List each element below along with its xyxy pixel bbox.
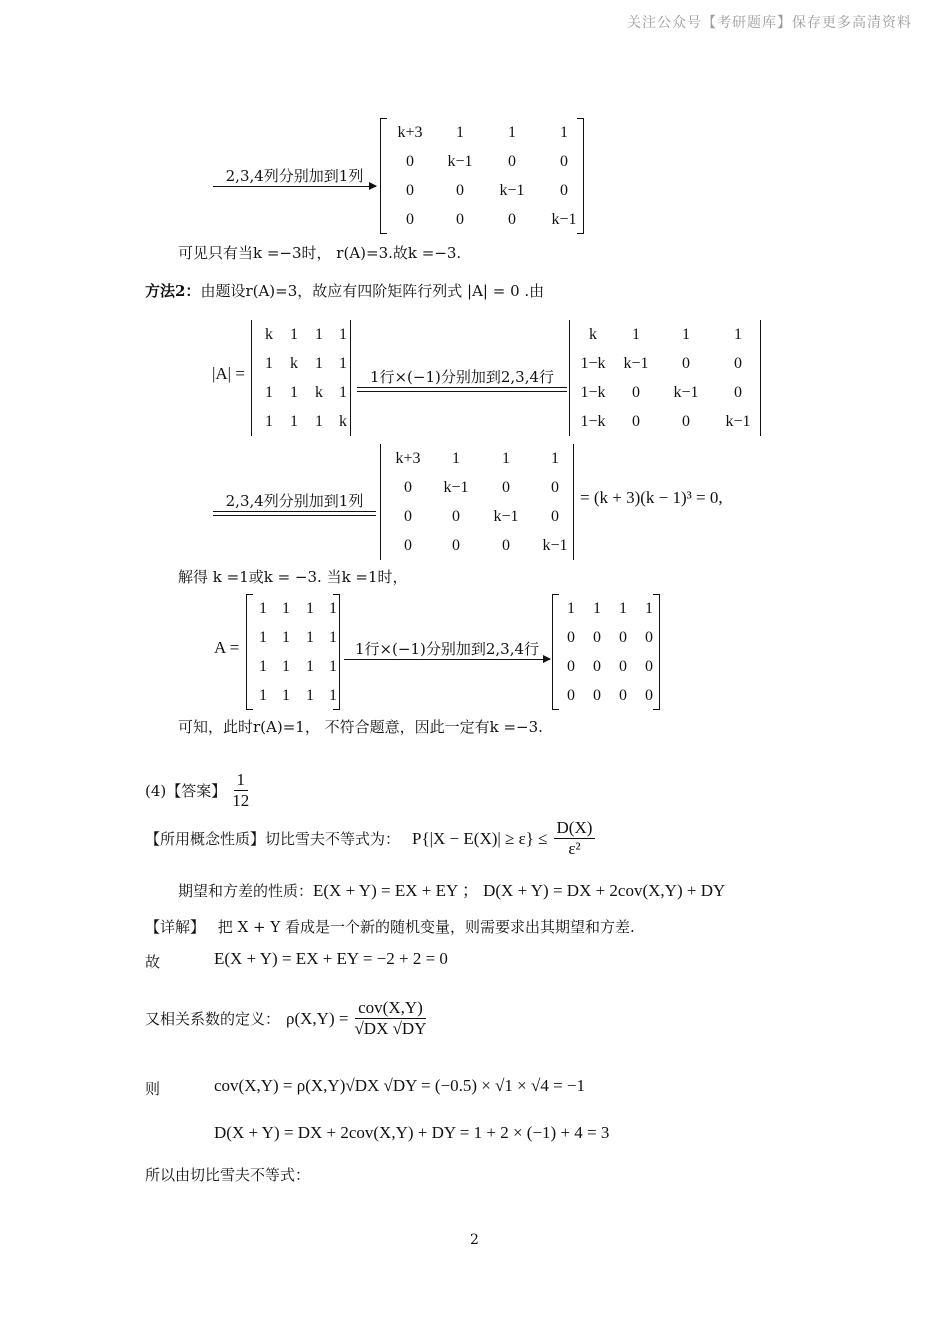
variance-eq: D(X + Y) = DX + 2cov(X,Y) + DY = 1 + 2 × (−1) + 4 = 3 xyxy=(214,1123,610,1142)
matrix-cell: 0 xyxy=(645,687,653,704)
matrix-cells xyxy=(558,594,654,710)
last-line: 所以由切比雪夫不等式： xyxy=(145,1166,311,1184)
matrix-cell: 0 xyxy=(508,211,516,228)
matrix-cell: k xyxy=(315,384,323,401)
cheb-fraction xyxy=(554,818,596,859)
matrix-cell: 0 xyxy=(567,658,575,675)
matrix-cells xyxy=(386,444,568,560)
matrix-cell: k xyxy=(290,355,298,372)
q4-answer xyxy=(145,770,249,811)
matrix-cell: 0 xyxy=(682,413,690,430)
matrix-cell: 0 xyxy=(452,537,460,554)
matrix-cell: 0 xyxy=(632,413,640,430)
matrix-cell: 1 xyxy=(259,629,267,646)
matrix-cell: 1 xyxy=(329,658,337,675)
op-row-sub xyxy=(357,366,567,392)
matrix-cell: 0 xyxy=(619,629,627,646)
op-col-sum-2 xyxy=(213,490,376,516)
matrix-cell: 0 xyxy=(551,508,559,525)
matrix-cell: 1 xyxy=(329,687,337,704)
answer-den: 12 xyxy=(232,791,250,810)
matrix-A-result xyxy=(552,594,660,710)
cheb-num: D(X) xyxy=(554,818,596,839)
header-note: 关注公众号【考研题库】保存更多高清资料 xyxy=(627,15,912,31)
matrix-cell: 1 xyxy=(734,326,742,343)
matrix-cell: k xyxy=(339,413,347,430)
matrix-cell: k−1 xyxy=(542,537,568,554)
detail-label: 【详解】 xyxy=(145,918,206,936)
right-arrow-icon-2 xyxy=(344,659,550,660)
method2-line xyxy=(145,280,544,301)
matrix-cell: 0 xyxy=(406,211,414,228)
matrix-cell: k−1 xyxy=(443,479,469,496)
matrix-cell: 0 xyxy=(593,658,601,675)
props-formula: E(X + Y) = EX + EY ； D(X + Y) = DX + 2cov(X,Y) + DY xyxy=(313,881,726,900)
ze: 则 xyxy=(145,1080,161,1098)
matrix-cell: 1 xyxy=(502,450,510,467)
equals-double-line-2 xyxy=(213,511,376,516)
q4-label: (4)【答案】 xyxy=(145,782,227,800)
matrix-cell: 1 xyxy=(315,355,323,372)
matrix-cell: 1 xyxy=(560,124,568,141)
cov-eq: cov(X,Y) = ρ(X,Y)√DX √DY = (−0.5) × √1 × √4 = −1 xyxy=(214,1076,586,1095)
matrix-cell: 1 xyxy=(306,600,314,617)
matrix-cell: k−1 xyxy=(725,413,751,430)
matrix-cell: k−1 xyxy=(551,211,577,228)
matrix-cell: 0 xyxy=(551,479,559,496)
matrix-cell: 1 xyxy=(290,384,298,401)
matrix-cell: 0 xyxy=(632,384,640,401)
matrix-cell: k−1 xyxy=(623,355,649,372)
matrix-cell: 1 xyxy=(282,658,290,675)
matrix-cell: 0 xyxy=(682,355,690,372)
matrix-cell: 1−k xyxy=(580,413,606,430)
matrix-cell: 0 xyxy=(567,629,575,646)
props-label: 期望和方差的性质： xyxy=(178,882,314,900)
right-arrow-icon xyxy=(213,186,376,187)
page-number: 2 xyxy=(470,1232,479,1248)
matrix-cell: 1 xyxy=(290,326,298,343)
matrix-cell: 1 xyxy=(632,326,640,343)
op-col-sum-label: 2,3,4列分别加到1列 xyxy=(225,167,364,185)
matrix-cell: 1 xyxy=(306,687,314,704)
matrix-cell: 1−k xyxy=(580,384,606,401)
final-line: 可知，此时r(A)=1， 不符合题意，因此一定有k =−3. xyxy=(178,718,543,736)
matrix-cell: 1 xyxy=(259,658,267,675)
props-line xyxy=(178,876,725,901)
matrix-cell: 0 xyxy=(404,537,412,554)
matrix-cell: k xyxy=(589,326,597,343)
matrix-cell: 1 xyxy=(315,326,323,343)
method2-title: 方法2： xyxy=(145,282,201,300)
matrix-cell: 0 xyxy=(456,182,464,199)
cheb-den: ε² xyxy=(568,839,581,858)
matrix-cell: k+3 xyxy=(395,450,421,467)
matrix-cell: 1 xyxy=(456,124,464,141)
matrix-cell: 0 xyxy=(619,658,627,675)
matrix-cell: 1 xyxy=(282,600,290,617)
rho-den: √DX √DY xyxy=(354,1019,427,1038)
matrix-cell: 1 xyxy=(259,687,267,704)
method2-intro: 由题设r(A)=3，故应有四阶矩阵行列式 |A| = 0 .由 xyxy=(200,282,545,300)
matrix-cell: k+3 xyxy=(397,124,423,141)
concept-line xyxy=(145,818,595,859)
rho-line xyxy=(145,998,427,1039)
matrix-cell: k−1 xyxy=(673,384,699,401)
matrix-cell: 0 xyxy=(593,687,601,704)
matrix-cell: 0 xyxy=(645,658,653,675)
solve-line: 解得 k =1或k = −3. 当k =1时， xyxy=(178,568,408,586)
det-lhs: |A| = xyxy=(212,364,245,383)
matrix-cell: 0 xyxy=(502,537,510,554)
matrix-cell: k−1 xyxy=(493,508,519,525)
equals-double-line xyxy=(357,387,567,392)
op-col-sum-2-label: 2,3,4列分别加到1列 xyxy=(225,492,364,510)
rho-label: 又相关系数的定义： xyxy=(145,1010,281,1028)
matrix-cell: 0 xyxy=(734,384,742,401)
matrix-cell: 1 xyxy=(315,413,323,430)
matrix-cell: 1 xyxy=(259,600,267,617)
matrix-cell: 1 xyxy=(329,600,337,617)
op-row-sub-2-label: 1行×(−1)分别加到2,3,4行 xyxy=(354,640,540,658)
matrix-cell: 1 xyxy=(329,629,337,646)
matrix-cell: 1 xyxy=(593,600,601,617)
matrix-cell: 0 xyxy=(619,687,627,704)
matrix-cell: 1−k xyxy=(580,355,606,372)
matrix-cell: 1 xyxy=(619,600,627,617)
matrix-cell: 0 xyxy=(502,479,510,496)
matrix-cells xyxy=(252,594,337,710)
matrix-cell: 0 xyxy=(508,153,516,170)
matrix-cells xyxy=(386,118,578,234)
detail-line xyxy=(145,916,635,937)
matrix-cell: 0 xyxy=(593,629,601,646)
op-col-sum xyxy=(213,165,376,187)
method1-conclusion: 可见只有当k =−3时， r(A)=3.故k =−3. xyxy=(178,244,462,262)
matrix-cell: 1 xyxy=(306,658,314,675)
matrix-cell: 1 xyxy=(265,355,273,372)
matrix-cell: 0 xyxy=(734,355,742,372)
gu: 故 xyxy=(145,953,161,971)
matrix-cell: 1 xyxy=(452,450,460,467)
matrix-cell: 1 xyxy=(290,413,298,430)
matrix-cell: 1 xyxy=(265,384,273,401)
matrix-cell: 1 xyxy=(282,629,290,646)
answer-num: 1 xyxy=(234,770,249,791)
matrix-cell: k−1 xyxy=(499,182,525,199)
matrix-cell: 1 xyxy=(306,629,314,646)
matrix-cell: 1 xyxy=(682,326,690,343)
matrix-A xyxy=(246,594,340,710)
matrix-cell: 0 xyxy=(456,211,464,228)
matrix-cell: 0 xyxy=(567,687,575,704)
cheb-lhs: P{|X − E(X)| ≥ ε} ≤ xyxy=(412,828,548,848)
detail-text: 把 X + Y 看成是一个新的随机变量，则需要求出其期望和方差. xyxy=(217,918,635,936)
matrix-cell: k xyxy=(265,326,273,343)
det3-result: = (k + 3)(k − 1)³ = 0, xyxy=(580,488,723,507)
A-lhs: A = xyxy=(214,638,240,657)
op-row-sub-label: 1行×(−1)分别加到2,3,4行 xyxy=(369,368,555,386)
matrix-cells xyxy=(257,320,345,436)
matrix-cell: 1 xyxy=(282,687,290,704)
matrix-cell: 0 xyxy=(404,479,412,496)
matrix-cell: k−1 xyxy=(447,153,473,170)
matrix-cell: 1 xyxy=(339,355,347,372)
matrix-cell: 0 xyxy=(560,182,568,199)
matrix-cell: 0 xyxy=(406,182,414,199)
matrix-cell: 0 xyxy=(560,153,568,170)
det2 xyxy=(569,320,761,436)
matrix-cell: 0 xyxy=(452,508,460,525)
concept-label: 【所用概念性质】切比雪夫不等式为： xyxy=(145,830,401,848)
matrix-cell: 0 xyxy=(404,508,412,525)
det3 xyxy=(380,444,574,560)
rho-lhs: ρ(X,Y) = xyxy=(286,1008,349,1028)
matrix-cell: 1 xyxy=(567,600,575,617)
matrix-cell: 1 xyxy=(508,124,516,141)
matrix-cell: 1 xyxy=(339,326,347,343)
matrix-cell: 1 xyxy=(339,384,347,401)
rho-fraction xyxy=(354,998,426,1039)
matrix-cell: 1 xyxy=(551,450,559,467)
rho-num: cov(X,Y) xyxy=(355,998,426,1019)
matrix-cells xyxy=(575,320,755,436)
matrix-m1 xyxy=(380,118,584,234)
det1 xyxy=(251,320,351,436)
matrix-cell: 0 xyxy=(645,629,653,646)
matrix-cell: 1 xyxy=(265,413,273,430)
expectation-eq: E(X + Y) = EX + EY = −2 + 2 = 0 xyxy=(214,949,448,968)
answer-fraction xyxy=(232,770,249,811)
matrix-cell: 0 xyxy=(406,153,414,170)
matrix-cell: 1 xyxy=(645,600,653,617)
op-row-sub-2 xyxy=(344,638,550,660)
